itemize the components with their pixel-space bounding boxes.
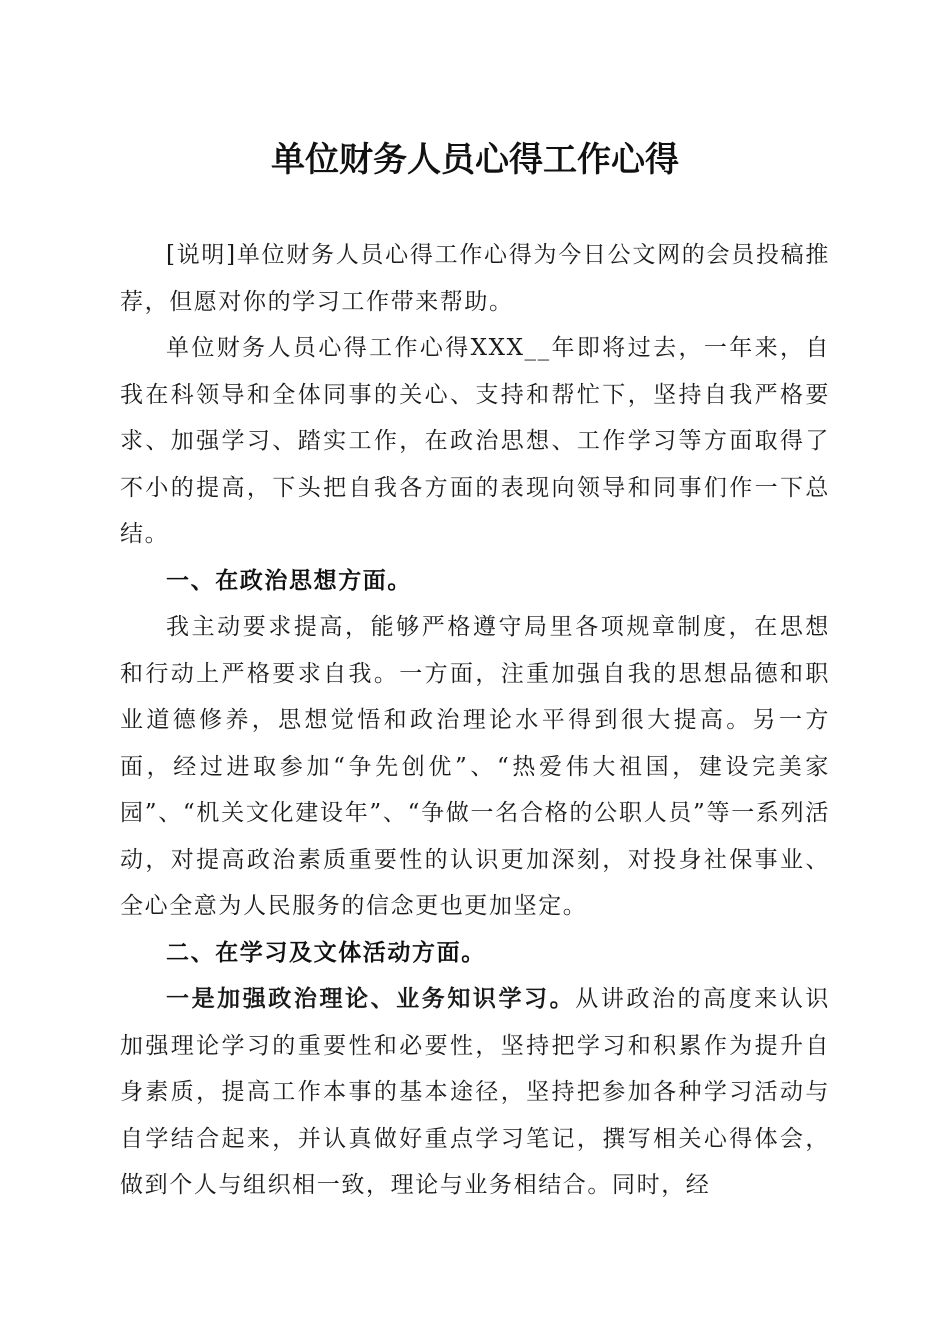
opening-paragraph: 单位财务人员心得工作心得XXX__年即将过去，一年来，自我在科领导和全体同事的关心、支持和帮忙下，坚持自我严格要求、加强学习、踏实工作，在政治思想、工作学习等方面取得了不小的提高，下头把自我各方面的表现向领导和同事们作一下总结。 <box>120 335 830 547</box>
document-body <box>120 232 830 1209</box>
section-2-body-text: 从讲政治的高度来认识加强理论学习的重要性和必要性，坚持把学习和积累作为提升自身素质，提高工作本事的基本途径，坚持把参加各种学习活动与自学结合起来，并认真做好重点学习笔记，撰写相关心得体会，做到个人与组织相一致，理论与业务相结合。同时，经 <box>120 986 830 1198</box>
section-2-heading: 二、在学习及文体活动方面。 <box>166 939 486 966</box>
intro-note-paragraph: [说明]单位财务人员心得工作心得为今日公文网的会员投稿推荐，但愿对你的学习工作带来帮助。 <box>120 242 830 315</box>
section-1-heading: 一、在政治思想方面。 <box>166 567 412 594</box>
section-1-paragraph: 我主动要求提高，能够严格遵守局里各项规章制度，在思想和行动上严格要求自我。一方面，注重加强自我的思想品德和职业道德修养，思想觉悟和政治理论水平得到很大提高。另一方面，经过进取参加“争先创优”、“热爱伟大祖国，建设完美家园”、“机关文化建设年”、“争做一名合格的公职人员”等一系列活动，对提高政治素质重要性的认识更加深刻，对投身社保事业、全心全意为人民服务的信念更也更加坚定。 <box>120 614 830 919</box>
document-title: 单位财务人员心得工作心得 <box>271 140 679 180</box>
section-2-lead-text: 一是加强政治理论、业务知识学习。 <box>166 986 576 1012</box>
section-2-paragraph <box>120 976 830 1209</box>
